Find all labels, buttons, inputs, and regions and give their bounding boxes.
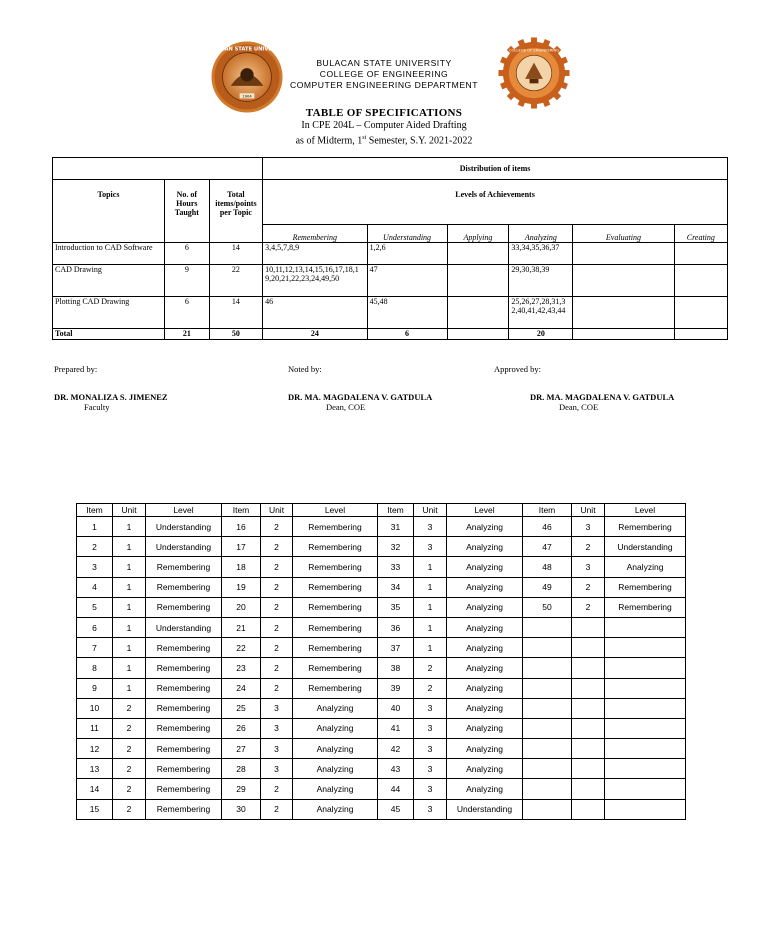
table-cell: 2: [113, 739, 146, 759]
table-cell: 13: [77, 759, 113, 779]
column-header: Item: [523, 504, 572, 517]
table-cell: Analyzing: [447, 718, 523, 738]
table-cell: 2: [261, 517, 293, 537]
table-row: [77, 799, 686, 819]
table-cell: 1: [414, 577, 447, 597]
table-cell: Remembering: [146, 779, 222, 799]
table-cell: [572, 638, 605, 658]
table-cell: [572, 718, 605, 738]
table-cell: Analyzing: [447, 779, 523, 799]
table-cell: [523, 638, 572, 658]
table-cell: 1: [113, 557, 146, 577]
table-row: [77, 617, 686, 637]
table-cell: 10: [77, 698, 113, 718]
table-cell: 5: [77, 597, 113, 617]
table-cell: 4: [77, 577, 113, 597]
table-cell: [523, 698, 572, 718]
noted-by-label: Noted by:: [288, 364, 322, 374]
table-cell: 20: [222, 597, 261, 617]
table-cell: 14: [77, 779, 113, 799]
level-creating: Creating: [674, 225, 727, 243]
table-cell: 30: [222, 799, 261, 819]
table-cell: Remembering: [293, 597, 378, 617]
table-cell: 3: [414, 779, 447, 799]
table-cell: [572, 779, 605, 799]
table-cell: Analyzing: [447, 698, 523, 718]
levels-header: Levels of Achievements: [263, 180, 728, 225]
table-cell: Analyzing: [447, 537, 523, 557]
table-cell: Understanding: [447, 799, 523, 819]
table-cell: [523, 759, 572, 779]
table-cell: 29: [222, 779, 261, 799]
table-cell: Remembering: [146, 678, 222, 698]
table-cell: 46: [523, 517, 572, 537]
table-cell: Analyzing: [447, 638, 523, 658]
seal-text: BULACAN STATE UNIVERSITY: [205, 46, 289, 53]
table-cell: 1: [414, 597, 447, 617]
table-cell: 3: [414, 799, 447, 819]
table-row: [77, 537, 686, 557]
table-cell: Remembering: [293, 658, 378, 678]
table-cell: Analyzing: [605, 557, 686, 577]
table-cell: 1: [113, 638, 146, 658]
table-cell: Remembering: [146, 718, 222, 738]
table-cell: Analyzing: [447, 517, 523, 537]
seal-text: COLLEGE OF ENGINEERING: [508, 48, 560, 53]
table-cell: [605, 739, 686, 759]
table-cell: Remembering: [605, 577, 686, 597]
approved-by-name: DR. MA. MAGDALENA V. GATDULA: [530, 392, 675, 402]
table-row: [77, 658, 686, 678]
table-row: [77, 517, 686, 537]
spec-row: Plotting CAD Drawing 6 14 46 45,48 25,26,27,28,31,32,40,41,42,43,44: [53, 297, 728, 329]
table-cell: Remembering: [293, 577, 378, 597]
table-row: [77, 638, 686, 658]
table-cell: 31: [378, 517, 414, 537]
col-topics: Topics: [53, 180, 165, 243]
table-cell: 3: [414, 718, 447, 738]
table-cell: [605, 617, 686, 637]
column-header: Level: [146, 504, 222, 517]
table-cell: Analyzing: [293, 759, 378, 779]
table-cell: 3: [414, 517, 447, 537]
table-cell: 22: [222, 638, 261, 658]
table-cell: Analyzing: [293, 739, 378, 759]
table-cell: [605, 718, 686, 738]
table-cell: [572, 759, 605, 779]
college-seal-icon: [497, 36, 571, 110]
table-cell: 41: [378, 718, 414, 738]
table-cell: 3: [414, 698, 447, 718]
approved-by-title: Dean, COE: [559, 402, 599, 412]
distribution-header: Distribution of items: [263, 158, 728, 180]
document-header: [0, 0, 768, 160]
level-remembering: Remembering: [263, 225, 367, 243]
table-row: [77, 759, 686, 779]
table-cell: [572, 698, 605, 718]
table-cell: [523, 658, 572, 678]
spec-total-row: Total 21 50 24 6 20: [53, 329, 728, 340]
level-applying: Applying: [447, 225, 509, 243]
column-header: Unit: [572, 504, 605, 517]
table-cell: 47: [523, 537, 572, 557]
table-cell: 27: [222, 739, 261, 759]
table-cell: 36: [378, 617, 414, 637]
table-row: [77, 739, 686, 759]
column-header: Level: [293, 504, 378, 517]
table-cell: 1: [113, 617, 146, 637]
table-cell: Analyzing: [447, 678, 523, 698]
table-cell: 37: [378, 638, 414, 658]
table-cell: 21: [222, 617, 261, 637]
noted-by-title: Dean, COE: [326, 402, 366, 412]
table-cell: 34: [378, 577, 414, 597]
table-cell: Understanding: [146, 517, 222, 537]
table-cell: Remembering: [146, 698, 222, 718]
table-cell: 2: [261, 678, 293, 698]
table-cell: 1: [414, 557, 447, 577]
table-cell: Remembering: [293, 557, 378, 577]
document-title-block: [234, 107, 534, 148]
table-cell: Remembering: [293, 638, 378, 658]
prepared-by-block: [54, 364, 168, 412]
table-cell: 28: [222, 759, 261, 779]
table-cell: 3: [261, 759, 293, 779]
table-cell: 38: [378, 658, 414, 678]
column-header: Unit: [261, 504, 293, 517]
table-cell: 3: [414, 759, 447, 779]
table-cell: 1: [113, 517, 146, 537]
course-line: In CPE 204L – Computer Aided Drafting: [301, 119, 467, 131]
table-cell: 15: [77, 799, 113, 819]
table-cell: 40: [378, 698, 414, 718]
col-total-items: Total items/points per Topic: [209, 180, 262, 243]
table-cell: 2: [261, 638, 293, 658]
table-cell: 2: [113, 779, 146, 799]
prepared-by-name: DR. MONALIZA S. JIMENEZ: [54, 392, 168, 402]
document-title: TABLE OF SPECIFICATIONS: [305, 107, 463, 119]
table-cell: 24: [222, 678, 261, 698]
table-cell: 39: [378, 678, 414, 698]
table-cell: [605, 779, 686, 799]
table-row: [77, 557, 686, 577]
seal-year: 1904: [242, 94, 252, 99]
table-cell: Remembering: [146, 759, 222, 779]
table-cell: 2: [261, 799, 293, 819]
table-row: [77, 678, 686, 698]
table-cell: 23: [222, 658, 261, 678]
table-cell: 8: [77, 658, 113, 678]
table-cell: 2: [113, 799, 146, 819]
table-cell: 2: [261, 617, 293, 637]
table-cell: 17: [222, 537, 261, 557]
table-cell: Analyzing: [293, 698, 378, 718]
table-cell: Remembering: [293, 617, 378, 637]
table-cell: [605, 799, 686, 819]
table-cell: 42: [378, 739, 414, 759]
noted-by-name: DR. MA. MAGDALENA V. GATDULA: [288, 392, 433, 402]
table-cell: [605, 759, 686, 779]
term-line: as of Midterm, 1st Semester, S.Y. 2021-2022: [295, 135, 473, 147]
table-cell: 48: [523, 557, 572, 577]
table-cell: 1: [414, 617, 447, 637]
prepared-by-label: Prepared by:: [54, 364, 98, 374]
table-cell: Understanding: [146, 617, 222, 637]
table-cell: Analyzing: [447, 577, 523, 597]
table-cell: 1: [113, 678, 146, 698]
university-block: [286, 58, 482, 90]
spec-row: Introduction to CAD Software 6 14 3,4,5,7,8,9 1,2,6 33,34,35,36,37: [53, 243, 728, 265]
university-name: BULACAN STATE UNIVERSITY: [316, 58, 452, 68]
table-cell: Remembering: [293, 678, 378, 698]
table-cell: 43: [378, 759, 414, 779]
table-cell: [572, 678, 605, 698]
table-cell: 12: [77, 739, 113, 759]
table-cell: 49: [523, 577, 572, 597]
prepared-by-title: Faculty: [84, 402, 110, 412]
table-cell: 3: [572, 557, 605, 577]
table-cell: [605, 658, 686, 678]
table-cell: Remembering: [146, 597, 222, 617]
table-cell: Analyzing: [447, 597, 523, 617]
table-cell: 3: [77, 557, 113, 577]
table-cell: Remembering: [605, 597, 686, 617]
table-cell: 2: [261, 779, 293, 799]
table-cell: Analyzing: [293, 799, 378, 819]
table-cell: 35: [378, 597, 414, 617]
table-cell: 2: [572, 577, 605, 597]
table-cell: Analyzing: [447, 739, 523, 759]
table-cell: Analyzing: [447, 617, 523, 637]
table-cell: 2: [113, 698, 146, 718]
table-cell: 3: [261, 698, 293, 718]
table-cell: Remembering: [146, 638, 222, 658]
table-cell: Understanding: [146, 537, 222, 557]
table-cell: Remembering: [605, 517, 686, 537]
column-header: Level: [605, 504, 686, 517]
table-cell: 33: [378, 557, 414, 577]
table-cell: 44: [378, 779, 414, 799]
column-header: Level: [447, 504, 523, 517]
table-cell: [605, 698, 686, 718]
table-cell: 32: [378, 537, 414, 557]
table-cell: [605, 678, 686, 698]
table-cell: [572, 617, 605, 637]
table-cell: 2: [572, 537, 605, 557]
table-cell: 11: [77, 718, 113, 738]
table-cell: 3: [572, 517, 605, 537]
item-level-table: [76, 503, 686, 820]
table-cell: 18: [222, 557, 261, 577]
table-cell: 2: [261, 597, 293, 617]
item-table-header: [77, 504, 686, 517]
table-cell: 2: [261, 577, 293, 597]
table-cell: 1: [113, 658, 146, 678]
table-row: [77, 698, 686, 718]
table-cell: 2: [113, 759, 146, 779]
table-cell: 3: [414, 537, 447, 557]
table-cell: 2: [261, 557, 293, 577]
table-cell: [605, 638, 686, 658]
table-cell: 26: [222, 718, 261, 738]
level-understanding: Understanding: [367, 225, 447, 243]
table-row: [77, 779, 686, 799]
college-name: COLLEGE OF ENGINEERING: [319, 68, 449, 79]
table-cell: Remembering: [146, 739, 222, 759]
column-header: Item: [77, 504, 113, 517]
table-cell: Analyzing: [447, 557, 523, 577]
table-cell: Remembering: [293, 517, 378, 537]
approved-by-label: Approved by:: [494, 364, 541, 374]
table-cell: 7: [77, 638, 113, 658]
table-cell: 9: [77, 678, 113, 698]
table-cell: [523, 617, 572, 637]
table-cell: 25: [222, 698, 261, 718]
table-cell: 50: [523, 597, 572, 617]
table-cell: [523, 718, 572, 738]
level-evaluating: Evaluating: [573, 225, 674, 243]
table-cell: Analyzing: [293, 718, 378, 738]
table-cell: 1: [113, 537, 146, 557]
level-analyzing: Analyzing: [509, 225, 573, 243]
spec-row: CAD Drawing 9 22 10,11,12,13,14,15,16,17,18,19,20,21,22,23,24,49,50 47 29,30,38,39: [53, 265, 728, 297]
table-cell: 3: [414, 739, 447, 759]
approved-by-block: [494, 364, 674, 412]
table-row: [77, 577, 686, 597]
table-cell: 1: [77, 517, 113, 537]
table-cell: 3: [261, 718, 293, 738]
table-row: [77, 718, 686, 738]
table-cell: 2: [77, 537, 113, 557]
table-cell: Remembering: [146, 577, 222, 597]
table-cell: 1: [113, 597, 146, 617]
specification-table: [52, 157, 728, 340]
column-header: Item: [378, 504, 414, 517]
table-cell: [572, 739, 605, 759]
table-cell: Analyzing: [447, 658, 523, 678]
column-header: Unit: [414, 504, 447, 517]
table-cell: Remembering: [293, 537, 378, 557]
table-cell: 3: [261, 739, 293, 759]
table-cell: Remembering: [146, 557, 222, 577]
table-cell: 16: [222, 517, 261, 537]
column-header: Unit: [113, 504, 146, 517]
table-cell: Analyzing: [293, 779, 378, 799]
table-cell: 19: [222, 577, 261, 597]
table-cell: Understanding: [605, 537, 686, 557]
table-row: [77, 597, 686, 617]
table-cell: [523, 799, 572, 819]
column-header: Item: [222, 504, 261, 517]
table-cell: 6: [77, 617, 113, 637]
table-cell: 2: [261, 537, 293, 557]
table-cell: 2: [414, 678, 447, 698]
table-cell: Remembering: [146, 658, 222, 678]
table-cell: 2: [572, 597, 605, 617]
table-cell: Analyzing: [447, 759, 523, 779]
table-cell: Remembering: [146, 799, 222, 819]
table-cell: [572, 799, 605, 819]
table-cell: [523, 739, 572, 759]
table-cell: 1: [113, 577, 146, 597]
table-cell: 45: [378, 799, 414, 819]
table-cell: 2: [261, 658, 293, 678]
table-cell: [572, 658, 605, 678]
university-seal-icon: [205, 40, 289, 114]
table-cell: [523, 678, 572, 698]
table-cell: 2: [113, 718, 146, 738]
noted-by-block: [288, 364, 432, 412]
col-hours: No. of Hours Taught: [164, 180, 209, 243]
table-cell: [523, 779, 572, 799]
department-name: COMPUTER ENGINEERING DEPARTMENT: [289, 79, 479, 90]
table-cell: 2: [414, 658, 447, 678]
table-cell: 1: [414, 638, 447, 658]
